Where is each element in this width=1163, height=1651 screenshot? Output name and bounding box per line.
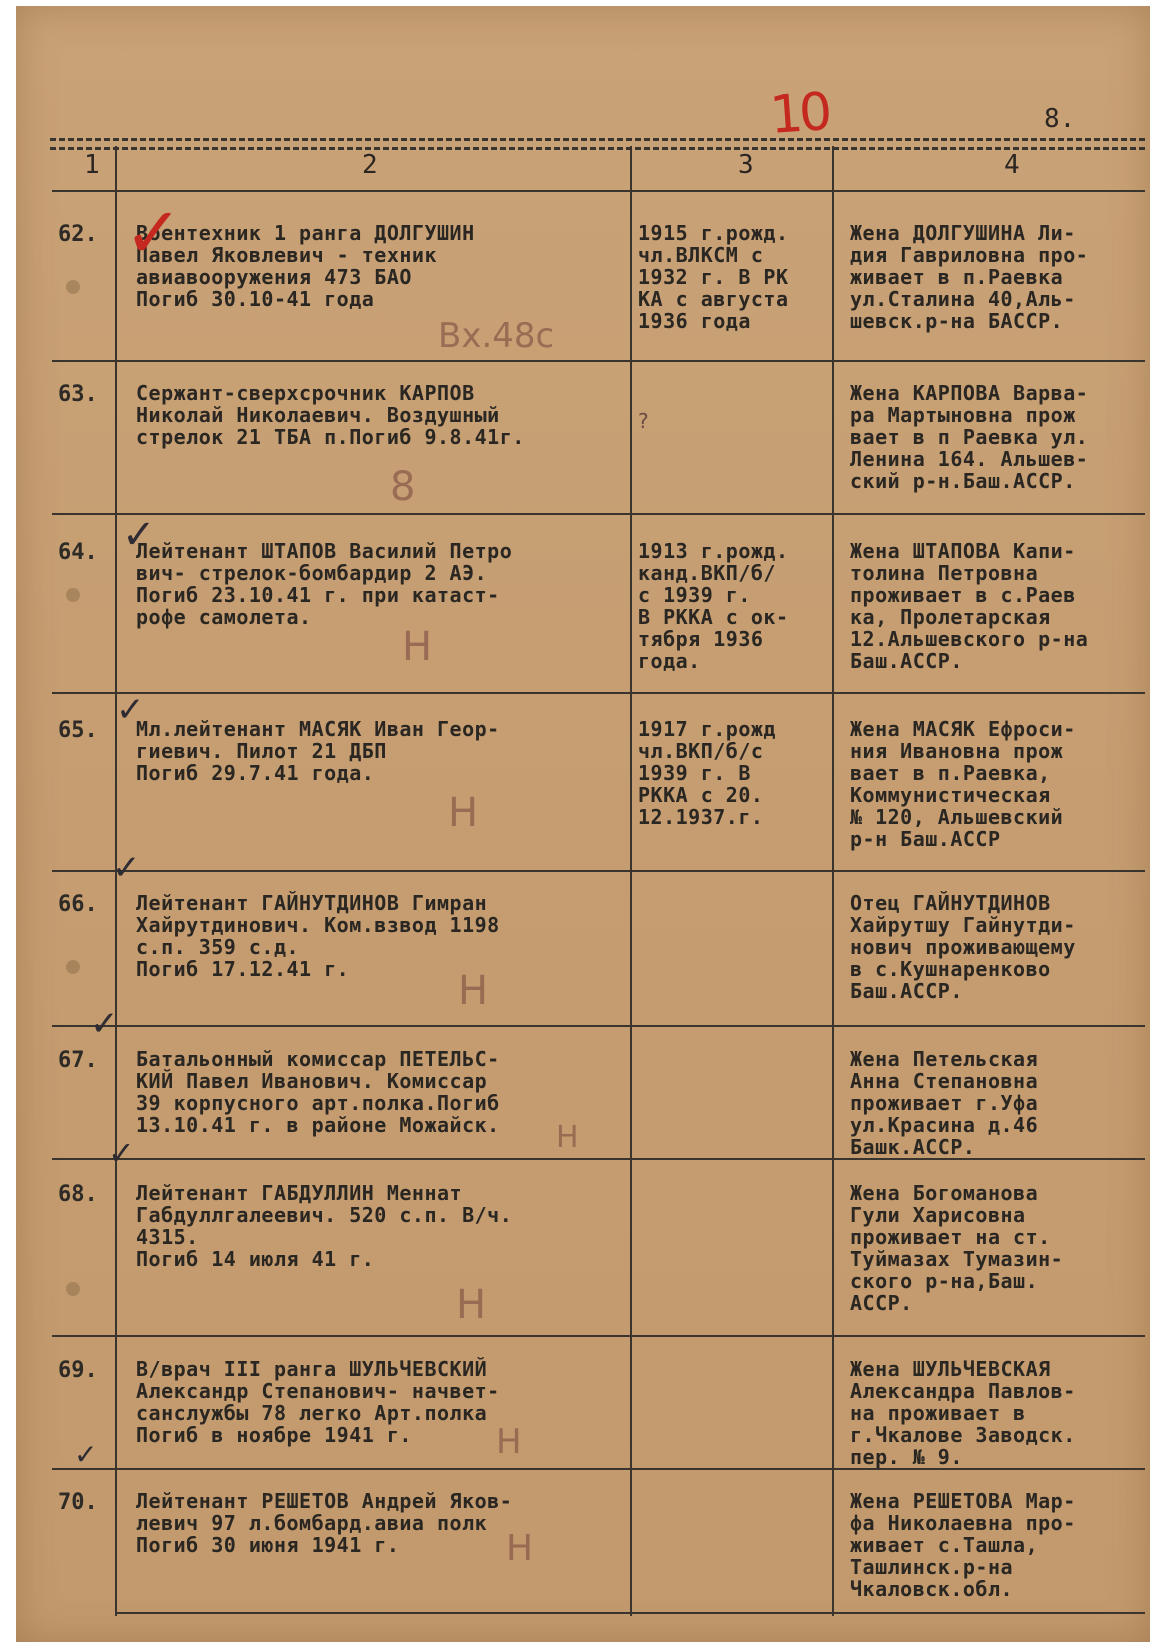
- handwritten-sheet-number: 10: [767, 82, 831, 146]
- person-entry: Лейтенант РЕШЕТОВ Андрей Яков- левич 97 л.бомбард.авиа полк Погиб 30 июня 1941 г.: [136, 1489, 513, 1557]
- check-mark-icon: ✓: [74, 1438, 98, 1471]
- check-mark-icon: ✓: [108, 1134, 135, 1172]
- binder-hole: [66, 1282, 80, 1296]
- check-mark-icon: ✓: [116, 690, 145, 730]
- row-number: 68.: [58, 1182, 98, 1207]
- relative-entry: Отец ГАЙНУТДИНОВ Хайрутшу Гайнутди- нович проживающему в с.Кушнаренково Баш.АССР.: [850, 891, 1076, 1003]
- binder-hole: [66, 960, 80, 974]
- column-header-2: 2: [362, 150, 378, 180]
- relative-entry: Жена ШУЛЬЧЕВСКАЯ Александра Павлов- на проживает в г.Чкалове Заводск. пер. № 9.: [850, 1357, 1076, 1469]
- table-rule: [52, 190, 1145, 192]
- page-number: 8.: [1044, 104, 1076, 134]
- table-rule: [52, 870, 1145, 872]
- column-divider: [630, 146, 632, 1616]
- binder-hole: [66, 280, 80, 294]
- table-rule: [52, 360, 1145, 362]
- table-rule: [52, 1025, 1145, 1027]
- person-entry: Лейтенант ГАБДУЛЛИН Меннат Габдуллгалеевич. 520 с.п. В/ч. 4315. Погиб 14 июля 41 г.: [136, 1181, 513, 1271]
- person-entry: Сержант-сверхсрочник КАРПОВ Николай Николаевич. Воздушный стрелок 21 ТБА п.Погиб 9.8.41г.: [136, 381, 525, 449]
- binder-hole: [66, 588, 80, 602]
- handwritten-note: Вх.48с: [438, 316, 555, 356]
- row-number: 70.: [58, 1490, 98, 1515]
- row-number: 62.: [58, 222, 98, 247]
- row-number: 65.: [58, 718, 98, 743]
- person-entry: Батальонный комиссар ПЕТЕЛЬС- КИЙ Павел Иванович. Комиссар 39 корпусного арт.полка.Погиб 13.10.41 г. в районе Можайск.: [136, 1047, 500, 1137]
- table-rule: [52, 692, 1145, 694]
- person-entry: В/врач III ранга ШУЛЬЧЕВСКИЙ Александр Степанович- начвет- санслужбы 78 легко Арт.полка Погиб в ноябре 1941 г.: [136, 1357, 500, 1447]
- handwritten-note: Н: [506, 1528, 534, 1569]
- table-rule: [52, 1468, 1145, 1470]
- relative-entry: Жена КАРПОВА Варва- ра Мартыновна прож вает в п Раевка ул. Ленина 164. Альшев- ский р-н.Баш.АССР.: [850, 381, 1089, 493]
- handwritten-note: Н: [496, 1422, 522, 1462]
- check-mark-icon: ✓: [112, 848, 141, 888]
- relative-entry: Жена ШТАПОВА Капи- толина Петровна проживает в с.Раев ка, Пролетарская 12.Альшевского р-на Баш.АССР.: [850, 539, 1089, 673]
- column-header-4: 4: [1004, 150, 1020, 180]
- details-entry: ?: [638, 409, 650, 433]
- handwritten-note: Н: [456, 1282, 487, 1328]
- details-entry: 1913 г.рожд. канд.ВКП/б/ с 1939 г. В РККА с ок- тября 1936 года.: [638, 539, 789, 673]
- row-number: 66.: [58, 892, 98, 917]
- handwritten-note: 8: [390, 464, 416, 510]
- person-entry: Лейтенант ГАЙНУТДИНОВ Гимран Хайрутдинович. Ком.взвод 1198 с.п. 359 с.д. Погиб 17.12.41 г.: [136, 891, 500, 981]
- details-entry: 1915 г.рожд. чл.ВЛКСМ с 1932 г. В РК КА с августа 1936 года: [638, 221, 789, 333]
- table-rule: [52, 513, 1145, 515]
- relative-entry: Жена Петельская Анна Степановна проживает г.Уфа ул.Красина д.46 Башк.АССР.: [850, 1047, 1039, 1159]
- relative-entry: Жена ДОЛГУШИНА Ли- дия Гавриловна про- живает в п.Раевка ул.Сталина 40,Аль- шевск.р-на БАССР.: [850, 221, 1089, 333]
- handwritten-note: Н: [556, 1120, 579, 1155]
- person-entry: Мл.лейтенант МАСЯК Иван Геор- гиевич. Пилот 21 ДБП Погиб 29.7.41 года.: [136, 717, 500, 785]
- handwritten-note: Н: [402, 624, 433, 670]
- row-number: 64.: [58, 540, 98, 565]
- check-mark-icon: ✓: [90, 1004, 119, 1044]
- row-number: 69.: [58, 1358, 98, 1383]
- relative-entry: Жена Богоманова Гули Харисовна проживает на ст. Туймазах Тумазин- ского р-на,Баш. АССР.: [850, 1181, 1064, 1315]
- relative-entry: Жена МАСЯК Ефроси- ния Ивановна прож вает в п.Раевка, Коммунистическая № 120, Альшевский р-н Баш.АССР: [850, 717, 1076, 851]
- row-number: 63.: [58, 382, 98, 407]
- check-mark-icon: ✓: [124, 192, 183, 274]
- column-divider: [832, 146, 834, 1616]
- column-header-3: 3: [738, 150, 754, 180]
- column-header-1: 1: [84, 150, 100, 180]
- table-rule: [52, 1158, 1145, 1160]
- row-number: 67.: [58, 1048, 98, 1073]
- person-entry: Воентехник 1 ранга ДОЛГУШИН Павел Яковлевич - техник авиавооружения 473 БАО Погиб 30.10-41 года: [136, 221, 475, 311]
- check-mark-icon: ✓: [122, 512, 156, 558]
- table-rule: [52, 1335, 1145, 1337]
- details-entry: 1917 г.рожд чл.ВКП/б/с 1939 г. В РККА с 20. 12.1937.г.: [638, 717, 776, 829]
- handwritten-note: Н: [448, 790, 479, 836]
- handwritten-note: Н: [458, 968, 489, 1014]
- relative-entry: Жена РЕШЕТОВА Мар- фа Николаевна про- живает с.Ташла, Ташлинск.р-на Чкаловск.обл.: [850, 1489, 1076, 1601]
- person-entry: Лейтенант ШТАПОВ Василий Петро вич- стрелок-бомбардир 2 АЭ. Погиб 23.10.41 г. при катаст- рофе самолета.: [136, 539, 513, 629]
- header-dashed-rule: [50, 138, 1145, 150]
